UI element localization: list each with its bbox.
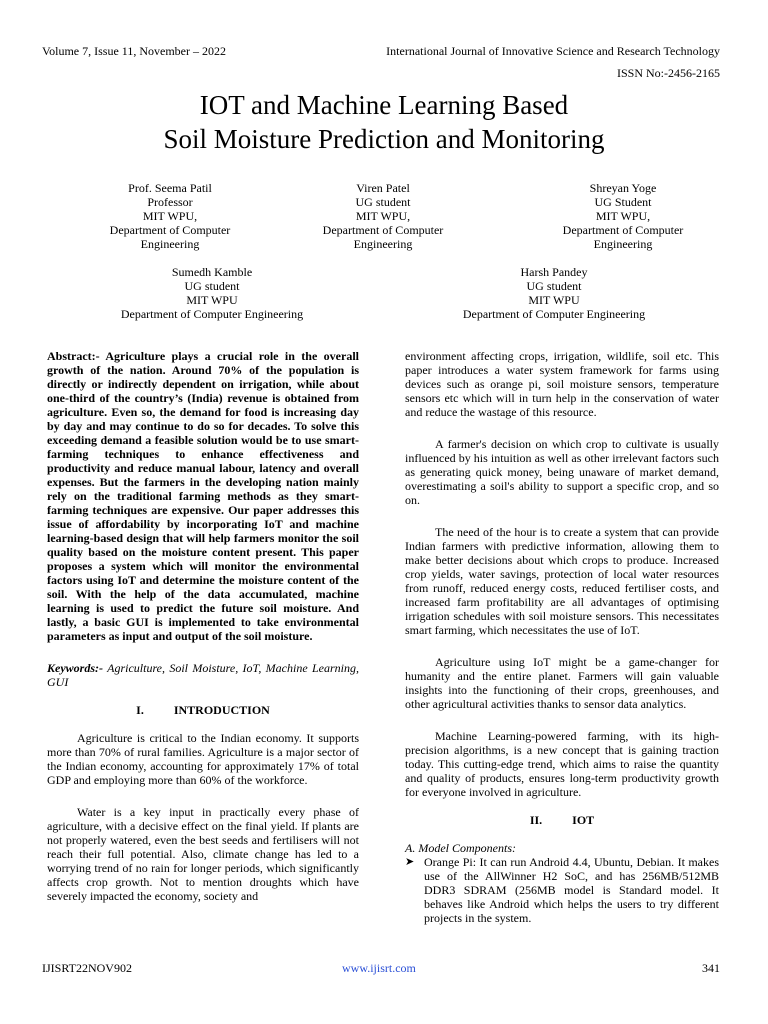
footer-page-number: 341 (702, 961, 720, 975)
author-block (503, 181, 743, 251)
author-block (434, 265, 674, 321)
paragraph: Water is a key input in practically every phase of agriculture, with a decisive effect on the final yield. If plants are not properly watered, even the best seeds and fertilisers will not reach their full potential. Also, climate change has led to a worrying trend of no rain for longer periods, which significantly affects crop growth. Not to mention droughts which have severely impacted the economy, society and (47, 805, 359, 903)
author-role: Professor (147, 195, 193, 209)
author-institution: MIT WPU, (595, 209, 651, 223)
title-line-1: IOT and Machine Learning Based (199, 90, 569, 120)
right-column (405, 349, 719, 925)
author-name: Prof. Seema Patil (128, 181, 212, 195)
author-department: Department of Computer Engineering (120, 307, 304, 321)
author-department: Engineering (140, 237, 200, 251)
author-name: Shreyan Yoge (589, 181, 657, 195)
keywords-label: Keywords:- (47, 661, 103, 675)
section-title: INTRODUCTION (173, 703, 270, 717)
section-heading (405, 813, 719, 827)
header-issn: ISSN No:-2456-2165 (616, 66, 720, 80)
keywords (47, 661, 359, 689)
author-department: Department of Computer (322, 223, 444, 237)
section-number: I. (136, 703, 144, 717)
header-volume: Volume 7, Issue 11, November – 2022 (42, 44, 226, 58)
paragraph: Machine Learning-powered farming, with its high-precision algorithms, is a new concept that is gaining traction today. This cutting-edge trend, which aims to raise the quantity and quality of products, ensures long-term productivity growth for everyone involved in agriculture. (405, 729, 719, 799)
keywords-text: Agriculture, Soil Moisture, IoT, Machine Learning, GUI (47, 661, 359, 689)
paper-title (0, 88, 768, 156)
author-block (263, 181, 503, 251)
author-name: Harsh Pandey (520, 265, 588, 279)
author-role: UG student (184, 279, 240, 293)
paragraph: Agriculture is critical to the Indian economy. It supports more than 70% of rural families. Agriculture is a major sector of the Indian economy, accounting for approximately 17% of total GDP and employing more than 60% of the workforce. (47, 731, 359, 787)
author-institution: MIT WPU, (355, 209, 411, 223)
author-department: Engineering (353, 237, 413, 251)
section-title: IOT (572, 813, 595, 827)
author-role: UG student (355, 195, 411, 209)
author-department: Department of Computer (562, 223, 684, 237)
author-role: UG Student (594, 195, 652, 209)
author-name: Viren Patel (356, 181, 410, 195)
author-name: Sumedh Kamble (171, 265, 253, 279)
paragraph: A farmer's decision on which crop to cultivate is usually influenced by his intuition as well as other irrelevant factors such as generating quick money, being unaware of market demand, overestimating a soil's ability to support a specific crop, and so on. (405, 437, 719, 507)
section-heading (47, 703, 359, 717)
author-role: UG student (526, 279, 582, 293)
paragraph: The need of the hour is to create a system that can provide Indian farmers with predictive information, allowing them to make better decisions about which crops to produce. Increased crop yields, water savings, protection of local water resources from runoff, reduced energy costs, reduced fertiliser costs, and increased farm profitability are all advantages of optimising irrigation schedules with soil moisture sensors. This necessitates smart farming, which necessitates the use of IoT. (405, 525, 719, 637)
arrow-bullet-icon: ➤ (405, 856, 415, 868)
author-department: Engineering (593, 237, 653, 251)
author-block (92, 265, 332, 321)
author-institution: MIT WPU (186, 293, 238, 307)
list-item (405, 855, 719, 925)
header-journal: International Journal of Innovative Science and Research Technology (386, 44, 720, 58)
section-number: II. (529, 813, 543, 827)
paragraph: Agriculture using IoT might be a game-changer for humanity and the entire planet. Farmers will gain valuable insights into the functioning of their crops, greenhouses, and other agricultural activities thanks to sensor data analytics. (405, 655, 719, 711)
author-department: Department of Computer Engineering (462, 307, 646, 321)
footer-paper-id: IJISRT22NOV902 (42, 961, 132, 975)
paragraph: environment affecting crops, irrigation, wildlife, soil etc. This paper introduces a water system framework for farms using devices such as orange pi, soil moisture sensors, temperature sensors etc which will in turn help in the conservation of water and reduce the wastage of this resource. (405, 349, 719, 419)
list-item-text: Orange Pi: It can run Android 4.4, Ubuntu, Debian. It makes use of the AllWinner H2 SoC, and has 256MB/512MB DDR3 SDRAM (256MB model is Standard model. It behaves like Android which helps the users to try different projects in the system. (424, 855, 719, 925)
author-department: Department of Computer (109, 223, 231, 237)
author-block (50, 181, 290, 251)
abstract: Abstract:- Agriculture plays a crucial role in the overall growth of the nation. Around 70% of the population is directly or indirectly dependent on irrigation, while about one-third of the country’s (India) revenue is obtained from agriculture. Even so, the demand for food is increasing day by day and may continue to do so for decades. To solve this exceeding demand a feasible solution would be to use smart-farming techniques to enhance effectiveness and productivity and reduce manual labour, latency and overall expenses. But the farmers in the developing nation mainly rely on the traditional farming methods as they smart-farming techniques are expensive. Our paper addresses this issue of affordability by incorporating IoT and machine learning-based design that will help farmers monitor the soil quality based on the moisture content present. This paper proposes a system which will monitor the environmental factors using IoT and determine the moisture content of the soil. With the help of the data accumulated, machine learning is used to predict the future soil moisture. And lastly, a basic GUI is implemented to take environmental parameters as input and output of the soil moisture. (47, 349, 359, 643)
footer-website-link[interactable]: www.ijisrt.com (342, 961, 416, 975)
author-institution: MIT WPU (528, 293, 580, 307)
author-institution: MIT WPU, (142, 209, 198, 223)
left-column (47, 349, 359, 903)
title-line-2: Soil Moisture Prediction and Monitoring (163, 124, 605, 154)
subsection-heading: A. Model Components: (405, 841, 516, 855)
